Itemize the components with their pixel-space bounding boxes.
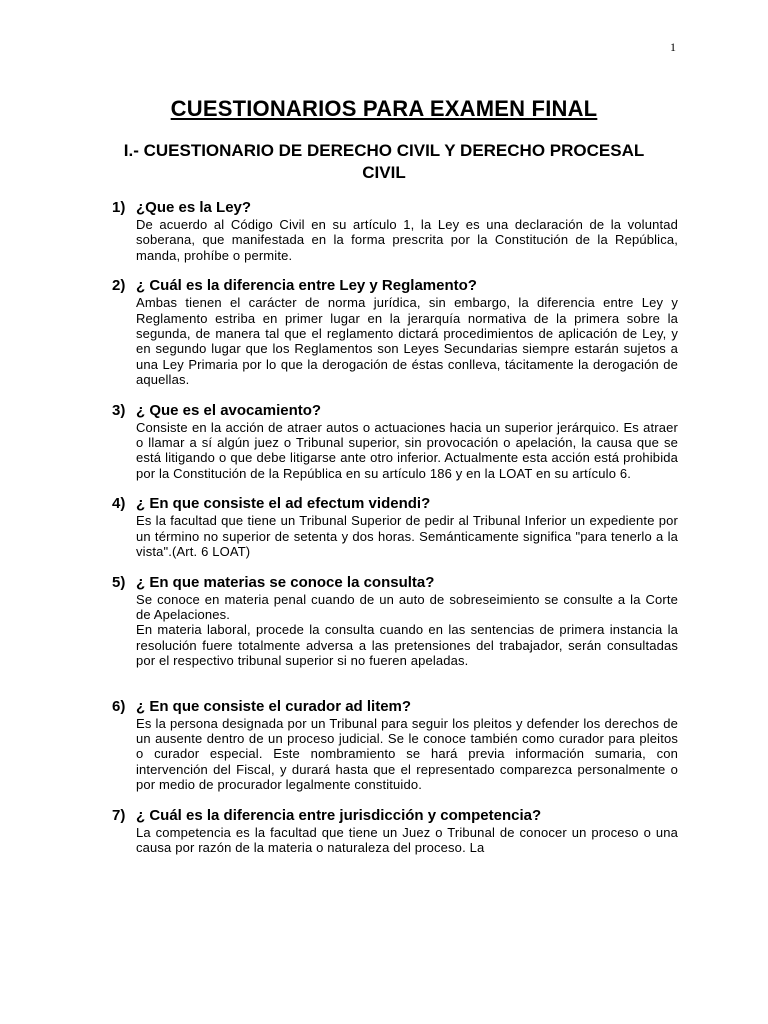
question-heading (112, 573, 678, 592)
question-item (112, 573, 678, 669)
question-heading (112, 276, 678, 295)
question-item (112, 494, 678, 559)
question-text: ¿ Que es el avocamiento? (136, 401, 322, 419)
answer-paragraph: Consiste en la acción de atraer autos o actuaciones hacia un superior jerárquico. Es atraer o llamar a sí algún juez o Tribunal superior, sin provocación o apelación, la causa que se está litigando o que debe litigarse ante otro inferior. Actualmente esta acción está prohibida por la Constitución de la República en su artículo 186 y en la LOAT en su artículo 6. (136, 419, 678, 481)
question-number: 2) (112, 277, 126, 295)
question-item (112, 697, 678, 793)
answer-text (136, 513, 678, 559)
answer-text (136, 592, 678, 669)
answer-paragraph: De acuerdo al Código Civil en su artículo 1, la Ley es una declaración de la voluntad soberana, que manifestada en la forma prescrita por la Constitución de la República, manda, prohíbe o permite. (136, 217, 678, 263)
question-list (112, 198, 678, 868)
document-title: CUESTIONARIOS PARA EXAMEN FINAL (170, 96, 598, 121)
answer-paragraph: En materia laboral, procede la consulta cuando en las sentencias de primera instancia la resolución fuere totalmente adversa a las pretensiones del trabajador, serán consultadas por el respectivo tribunal superior si no fueren apeladas. (136, 622, 678, 669)
answer-paragraph: Es la facultad que tiene un Tribunal Superior de pedir al Tribunal Inferior un expediente por un término no superior de setenta y dos horas. Semánticamente significa "para tenerlo a la vista".(Art. 6 LOAT) (136, 513, 678, 560)
question-heading (112, 401, 678, 420)
page-number: 1 (670, 40, 676, 54)
answer-text (136, 217, 678, 263)
answer-paragraph: Se conoce en materia penal cuando de un auto de sobreseimiento se consulte a la Corte de Apelaciones. (136, 591, 678, 622)
question-text: ¿ En que consiste el curador ad litem? (136, 697, 412, 715)
question-number: 6) (112, 697, 126, 715)
answer-paragraph: Ambas tienen el carácter de norma jurídica, sin embargo, la diferencia entre Ley y Reglamento estriba en primer lugar en la jerarquía normativa de la primera sobre la segunda, de manera tal que el reglamento dictará procedimientos de aplicación de Ley, y en segundo lugar que los Reglamentos son Leyes Secundarias siempre estarán sujetos a una Ley Primaria por lo que la derogación de éstas conlleva, tácitamente la derogación de aquellas. (136, 295, 678, 388)
answer-text (136, 420, 678, 482)
question-item (112, 276, 678, 387)
answer-text (136, 295, 678, 387)
question-item (112, 806, 678, 856)
question-number: 3) (112, 401, 126, 419)
question-heading (112, 198, 678, 217)
section-title: I.- CUESTIONARIO DE DERECHO CIVIL Y DERECHO PROCESAL CIVIL (123, 141, 645, 182)
answer-paragraph: La competencia es la facultad que tiene un Juez o Tribunal de conocer un proceso o una causa por razón de la materia o naturaleza del proceso. La (136, 824, 678, 855)
question-number: 1) (112, 199, 126, 216)
question-heading (112, 697, 678, 716)
question-text: ¿ Cuál es la diferencia entre jurisdicción y competencia? (136, 806, 542, 824)
question-text: ¿ Cuál es la diferencia entre Ley y Reglamento? (136, 277, 477, 295)
answer-paragraph: Es la persona designada por un Tribunal para seguir los pleitos y defender los derechos de un ausente dentro de un proceso judicial. Se le conoce también como curador para pleitos o curador especial. Este nombramiento se hará previa información sumaria, con intervención del Fiscal, y durará hasta que el representado comparezca personalmente o por medio de procurador legalmente constituido. (136, 715, 678, 793)
answer-text (136, 716, 678, 793)
question-number: 7) (112, 806, 126, 824)
question-text: ¿ En que consiste el ad efectum videndi? (136, 495, 431, 513)
question-text: ¿ En que materias se conoce la consulta? (136, 573, 435, 591)
question-item (112, 401, 678, 482)
question-number: 5) (112, 573, 126, 591)
question-number: 4) (112, 495, 126, 513)
question-item (112, 198, 678, 263)
question-heading (112, 494, 678, 513)
answer-text (136, 825, 678, 856)
question-heading (112, 806, 678, 825)
question-text: ¿Que es la Ley? (136, 199, 252, 216)
